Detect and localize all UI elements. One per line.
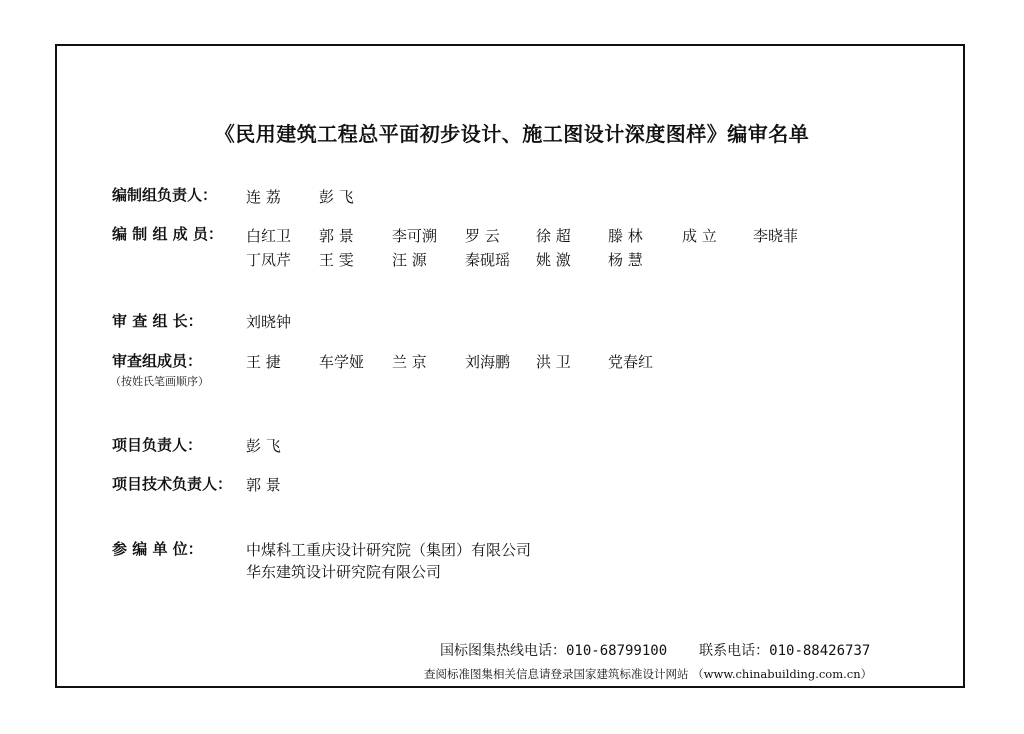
project-lead-label: 项目负责人： [112,436,203,454]
person-name: 李可溯 [392,227,438,245]
person-name: 刘海鹏 [465,353,511,371]
person-name: 王 雯 [319,251,354,269]
page-title: 《民用建筑工程总平面初步设计、施工图设计深度图样》编审名单 [214,122,810,146]
person-name: 彭 飞 [319,188,354,206]
review-members-label: 审查组成员： [112,352,203,370]
person-name: 成 立 [682,227,717,245]
person-name: 罗 云 [465,227,500,245]
footer-website-note: 查阅标准图集相关信息请登录国家建筑标准设计网站 （www.chinabuilding.com.cn） [424,667,873,681]
participant-unit: 华东建筑设计研究院有限公司 [246,563,442,581]
person-name: 滕 林 [608,227,643,245]
person-name: 车学娅 [319,353,365,371]
person-name: 连 荔 [246,188,281,206]
project-tech-lead-label: 项目技术负责人： [112,475,233,493]
person-name: 杨 慧 [608,251,643,269]
person-name: 徐 超 [536,227,571,245]
person-name: 刘晓钟 [246,313,292,331]
person-name: 白红卫 [246,227,292,245]
person-name: 党春红 [608,353,654,371]
person-name: 丁凤芹 [246,251,292,269]
person-name: 郭 景 [246,476,281,494]
hotline-text: 国标图集热线电话：010-68799100 [440,643,668,659]
person-name: 姚 激 [536,251,571,269]
person-name: 汪 源 [392,251,427,269]
person-name: 王 捷 [246,353,281,371]
review-lead-label: 审 查 组 长： [112,312,203,330]
person-name: 秦砚瑶 [465,251,511,269]
editor-lead-label: 编制组负责人： [112,186,218,204]
footer-phones [440,640,870,660]
participants-label: 参 编 单 位： [112,540,203,558]
contact-text: 联系电话：010-88426737 [699,643,871,659]
review-members-note: （按姓氏笔画顺序） [110,375,209,388]
person-name: 兰 京 [392,353,427,371]
person-name: 郭 景 [319,227,354,245]
person-name: 彭 飞 [246,437,281,455]
person-name: 洪 卫 [536,353,571,371]
editor-members-label: 编 制 组 成 员： [112,225,223,243]
person-name: 李晓菲 [753,227,799,245]
participant-unit: 中煤科工重庆设计研究院（集团）有限公司 [246,541,532,559]
